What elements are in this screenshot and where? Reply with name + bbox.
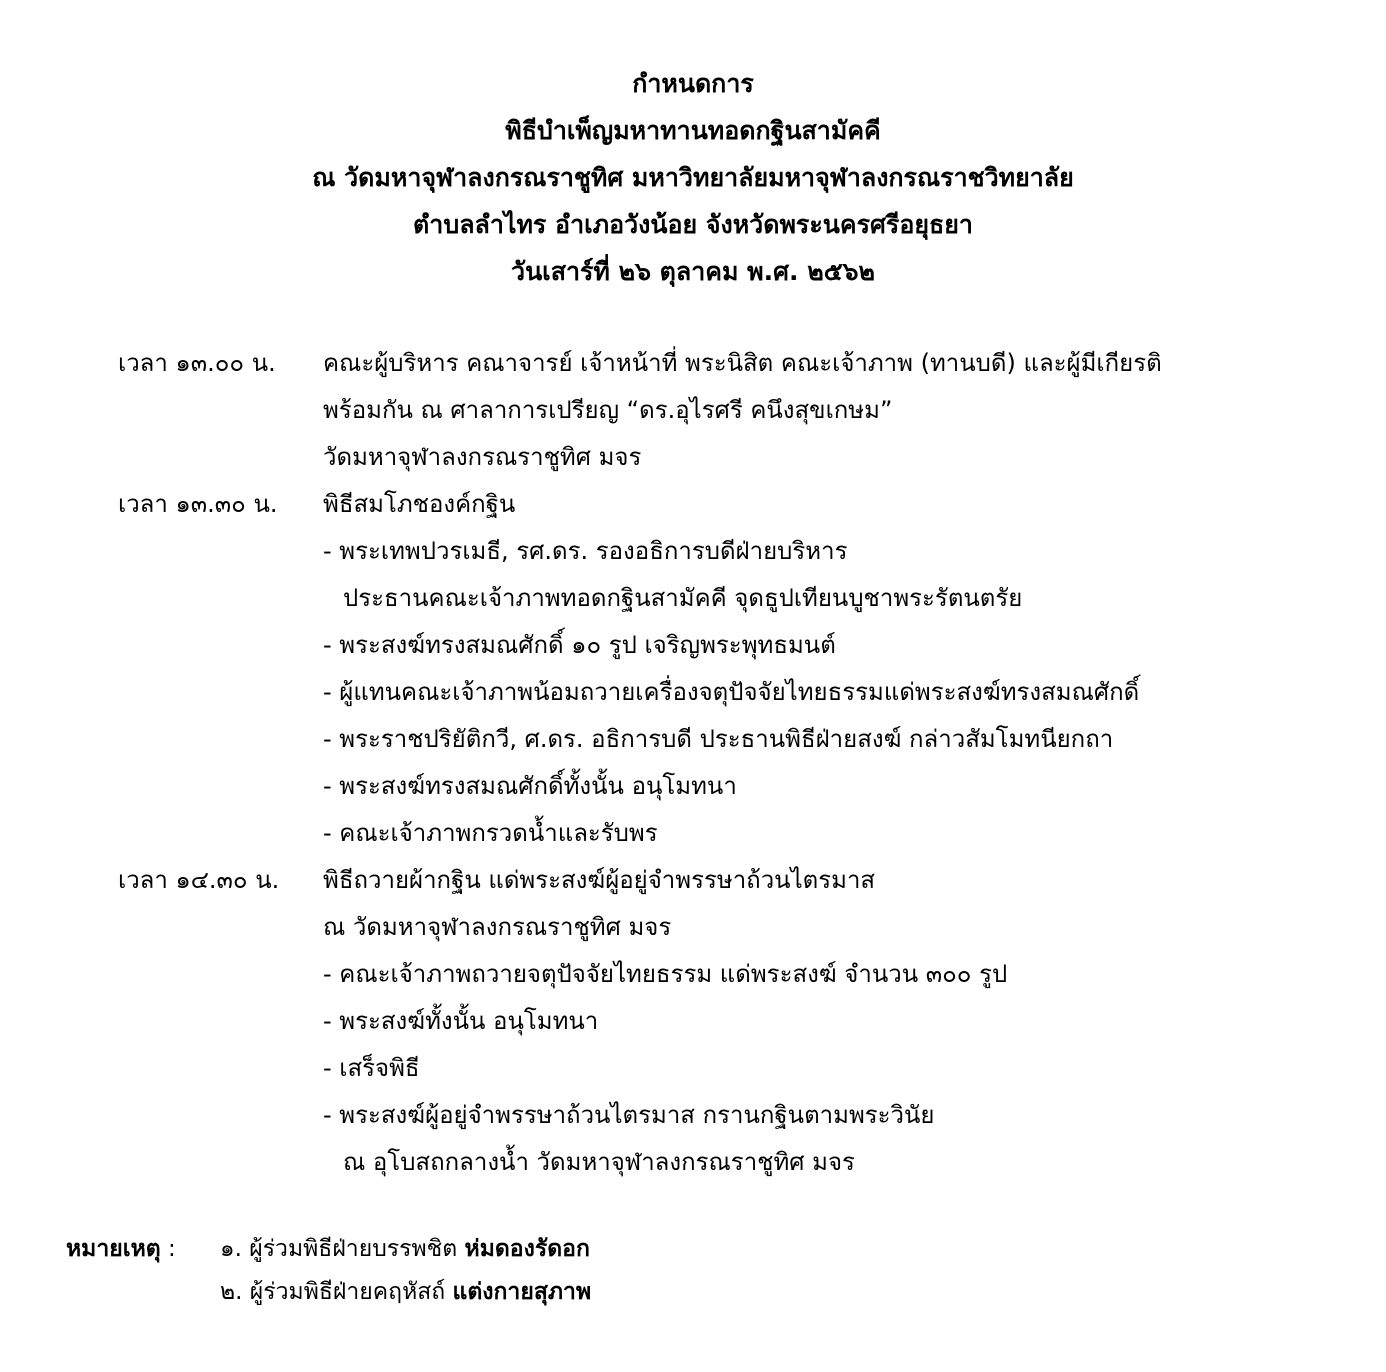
schedule-line: พร้อมกัน ณ ศาลาการเปรียญ “ดร.อุไรศรี คนึงสุขเกษม” (323, 396, 893, 424)
note-prefix: ๑. ผู้ร่วมพิธีฝ่ายบรรพชิต (220, 1236, 465, 1262)
schedule-continuation: ประธานคณะเจ้าภาพทอดกฐินสามัคคี จุดธูปเทียนบูชาพระรัตนตรัย (343, 584, 1023, 612)
schedule-line: ณ วัดมหาจุฬาลงกรณราชูทิศ มจร (323, 913, 672, 941)
schedule-time: เวลา ๑๓.๓๐ น. (118, 490, 278, 518)
schedule-time: เวลา ๑๔.๓๐ น. (118, 866, 280, 894)
notes-label-text: หมายเหตุ (66, 1236, 161, 1262)
schedule-bullet: - ผู้แทนคณะเจ้าภาพน้อมถวายเครื่องจตุปัจจัยไทยธรรมแด่พระสงฆ์ทรงสมณศักดิ์ (323, 678, 1140, 706)
schedule-bullet: - พระสงฆ์ทรงสมณศักดิ์ทั้งนั้น อนุโมทนา (323, 772, 737, 800)
schedule-bullet: - คณะเจ้าภาพกรวดน้ำและรับพร (323, 819, 658, 847)
schedule-entry (118, 481, 1318, 857)
note-prefix: ๒. ผู้ร่วมพิธีฝ่ายคฤหัสถ์ (220, 1279, 453, 1305)
schedule-details (323, 857, 1318, 1186)
notes-label-colon: : (160, 1236, 176, 1262)
schedule-line: วัดมหาจุฬาลงกรณราชูทิศ มจร (323, 443, 642, 471)
schedule-line: พิธีถวายผ้ากฐิน แด่พระสงฆ์ผู้อยู่จำพรรษาถ้วนไตรมาส (323, 866, 876, 894)
header-ceremony-name: พิธีบำเพ็ญมหาทานทอดกฐินสามัคคี (505, 116, 881, 145)
schedule-bullet: - พระเทพปวรเมธี, รศ.ดร. รองอธิการบดีฝ่ายบริหาร (323, 537, 848, 565)
note-item (66, 1271, 1066, 1314)
schedule-entry (118, 857, 1318, 1186)
header-date: วันเสาร์ที่ ๒๖ ตุลาคม พ.ศ. ๒๕๖๒ (511, 257, 875, 286)
schedule-continuation: ณ อุโบสถกลางน้ำ วัดมหาจุฬาลงกรณราชูทิศ มจร (343, 1148, 855, 1176)
schedule-bullet: - พระสงฆ์ทรงสมณศักดิ์ ๑๐ รูป เจริญพระพุทธมนต์ (323, 631, 836, 659)
schedule-details (323, 481, 1318, 857)
schedule-line: คณะผู้บริหาร คณาจารย์ เจ้าหน้าที่ พระนิสิต คณะเจ้าภาพ (ทานบดี) และผู้มีเกียรติ (323, 349, 1162, 377)
note-text (220, 1228, 590, 1271)
header-venue: ณ วัดมหาจุฬาลงกรณราชูทิศ มหาวิทยาลัยมหาจุฬาลงกรณราชวิทยาลัย (312, 163, 1074, 192)
notes-label (66, 1228, 220, 1271)
schedule-entry (118, 340, 1318, 481)
schedule-bullet: - พระสงฆ์ทั้งนั้น อนุโมทนา (323, 1007, 599, 1035)
schedule-bullet: - พระสงฆ์ผู้อยู่จำพรรษาถ้วนไตรมาส กรานกฐินตามพระวินัย (323, 1101, 935, 1129)
note-text (220, 1271, 591, 1314)
notes-section (66, 1228, 1066, 1314)
schedule-details (323, 340, 1318, 481)
schedule-bullet: - เสร็จพิธี (323, 1054, 420, 1082)
header-location: ตำบลลำไทร อำเภอวังน้อย จังหวัดพระนครศรีอยุธยา (413, 210, 973, 239)
schedule-line: พิธีสมโภชองค์กฐิน (323, 490, 516, 518)
header-title: กำหนดการ (632, 69, 754, 98)
note-emphasis: ห่มดองรัดอก (464, 1236, 590, 1262)
note-item (66, 1228, 1066, 1271)
schedule-bullet: - พระราชปริยัติกวี, ศ.ดร. อธิการบดี ประธานพิธีฝ่ายสงฆ์ กล่าวสัมโมทนียกถา (323, 725, 1114, 753)
notes-label-spacer (66, 1271, 220, 1314)
document-header (0, 60, 1386, 295)
schedule (118, 340, 1318, 1186)
note-emphasis: แต่งกายสุภาพ (452, 1279, 592, 1305)
schedule-bullet: - คณะเจ้าภาพถวายจตุปัจจัยไทยธรรม แด่พระสงฆ์ จำนวน ๓๐๐ รูป (323, 960, 1008, 988)
schedule-time: เวลา ๑๓.๐๐ น. (118, 349, 276, 377)
